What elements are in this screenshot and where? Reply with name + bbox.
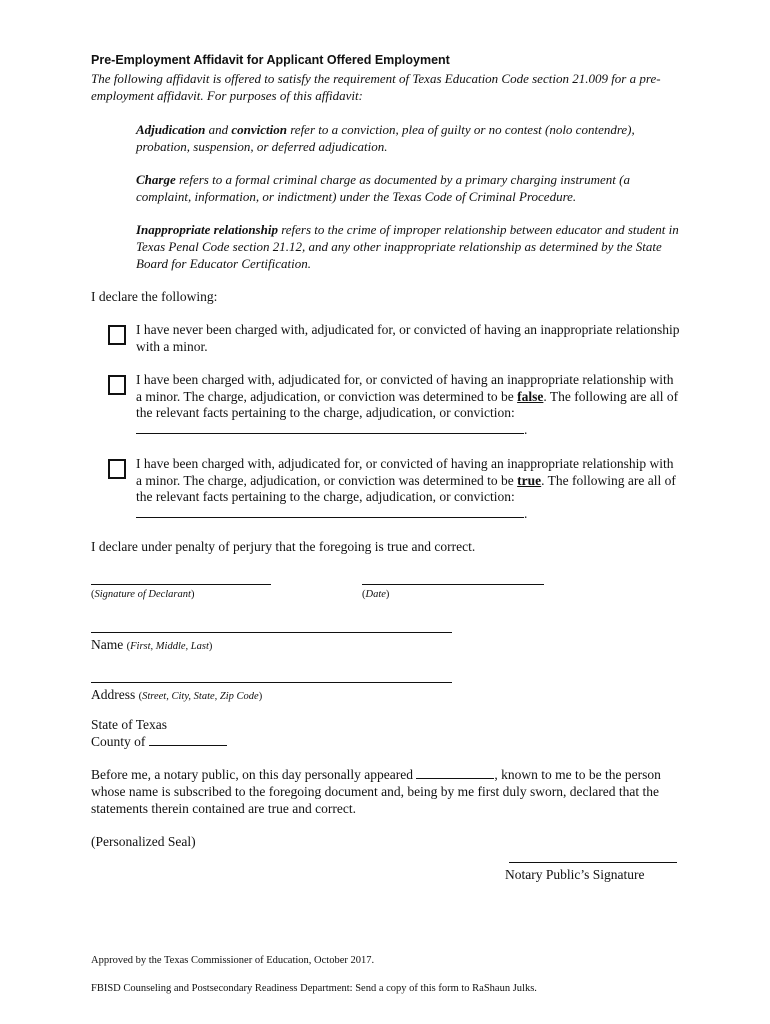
- name-caption: Name (First, Middle, Last): [91, 637, 213, 652]
- form-title: Pre-Employment Affidavit for Applicant Offered Employment: [91, 53, 450, 67]
- notary-text-end: , known to me to be the person whose name is subscribed to the foregoing document and, being by me first duly sworn, declared that the statements therein contained are true and correct.: [91, 767, 661, 816]
- facts-field-false[interactable]: [136, 422, 524, 434]
- definition-charge-text: refers to a formal criminal charge as documented by a primary charging instrument (a complaint, information, or indictment) under the Texas Code of Criminal Procedure.: [136, 172, 630, 204]
- option-charged-false: [136, 372, 681, 438]
- definition-adjudication-text: refer to a conviction, plea of guilty or no contest (nolo contendre), probation, suspension, or deferred adjudication.: [136, 122, 635, 154]
- date-label: Date: [365, 589, 386, 600]
- option-true-period: .: [524, 505, 528, 521]
- term-adjudication: Adjudication: [136, 122, 206, 137]
- notary-signature-line[interactable]: [509, 862, 677, 863]
- definition-inappropriate-text: refers to the crime of improper relationship between educator and student in Texas Penal Code section 21.12, and any other inappropriate relationship as determined by the State Board for Educator Certification.: [136, 222, 679, 271]
- definition-adjudication: [136, 121, 681, 155]
- address-line[interactable]: [91, 682, 452, 683]
- signature-caption: (Signature of Declarant): [91, 589, 195, 600]
- checkbox-never-charged[interactable]: [108, 325, 126, 345]
- notary-signature-label: Notary Public’s Signature: [505, 867, 645, 882]
- county-field[interactable]: [149, 734, 227, 746]
- signature-line[interactable]: [91, 584, 271, 585]
- state-line: State of Texas: [91, 717, 168, 732]
- option-false-facts-text: . The following are all of the relevant facts pertaining to the charge, adjudication, or conviction:: [136, 388, 679, 420]
- notary-paragraph: [91, 766, 681, 817]
- appeared-name-field[interactable]: [416, 767, 494, 779]
- definition-charge: [136, 171, 681, 205]
- option-never-charged: I have never been charged with, adjudicated for, or convicted of having an inappropriate relationship with a minor.: [136, 322, 680, 354]
- notary-text-start: Before me, a notary public, on this day personally appeared: [91, 767, 414, 782]
- approval-note: Approved by the Texas Commissioner of Education, October 2017.: [91, 955, 375, 966]
- personalized-seal: (Personalized Seal): [91, 834, 196, 849]
- definition-connector: and: [205, 122, 232, 137]
- definition-inappropriate-relationship: [136, 221, 681, 272]
- term-charge: Charge: [136, 172, 176, 187]
- name-line[interactable]: [91, 632, 452, 633]
- option-true-facts-text: . The following are all of the relevant facts pertaining to the charge, adjudication, or conviction:: [136, 472, 676, 504]
- county-line: [91, 733, 227, 750]
- word-false: false: [517, 388, 544, 404]
- intro-text: The following affidavit is offered to satisfy the requirement of Texas Education Code section 21.009 for a pre-employment affidavit. For purposes of this affidavit:: [91, 71, 661, 103]
- date-line[interactable]: [362, 584, 544, 585]
- address-label: Address: [91, 687, 136, 702]
- signature-label: Signature of Declarant: [94, 589, 191, 600]
- checkbox-charged-true[interactable]: [108, 459, 126, 479]
- footer-note: FBISD Counseling and Postsecondary Readiness Department: Send a copy of this form to RaShaun Julks.: [91, 983, 537, 994]
- name-hint: First, Middle, Last: [130, 641, 209, 652]
- address-caption: Address (Street, City, State, Zip Code): [91, 687, 263, 702]
- option-charged-true: [136, 456, 681, 522]
- name-label: Name: [91, 637, 124, 652]
- option-false-text: I have been charged with, adjudicated for, or convicted of having an inappropriate relationship with a minor. The charge, adjudication, or conviction was determined to be: [136, 372, 674, 404]
- perjury-statement: I declare under penalty of perjury that the foregoing is true and correct.: [91, 539, 476, 554]
- facts-field-true[interactable]: [136, 506, 524, 518]
- declare-heading: I declare the following:: [91, 289, 218, 304]
- term-inappropriate-relationship: Inappropriate relationship: [136, 222, 278, 237]
- option-false-period: .: [524, 421, 528, 437]
- county-label: County of: [91, 734, 146, 749]
- date-caption: (Date): [362, 589, 390, 600]
- address-hint: Street, City, State, Zip Code: [142, 691, 259, 702]
- term-conviction: conviction: [231, 122, 287, 137]
- checkbox-charged-false[interactable]: [108, 375, 126, 395]
- word-true: true: [517, 472, 542, 488]
- option-true-text: I have been charged with, adjudicated for, or convicted of having an inappropriate relationship with a minor. The charge, adjudication, or conviction was determined to be: [136, 456, 674, 488]
